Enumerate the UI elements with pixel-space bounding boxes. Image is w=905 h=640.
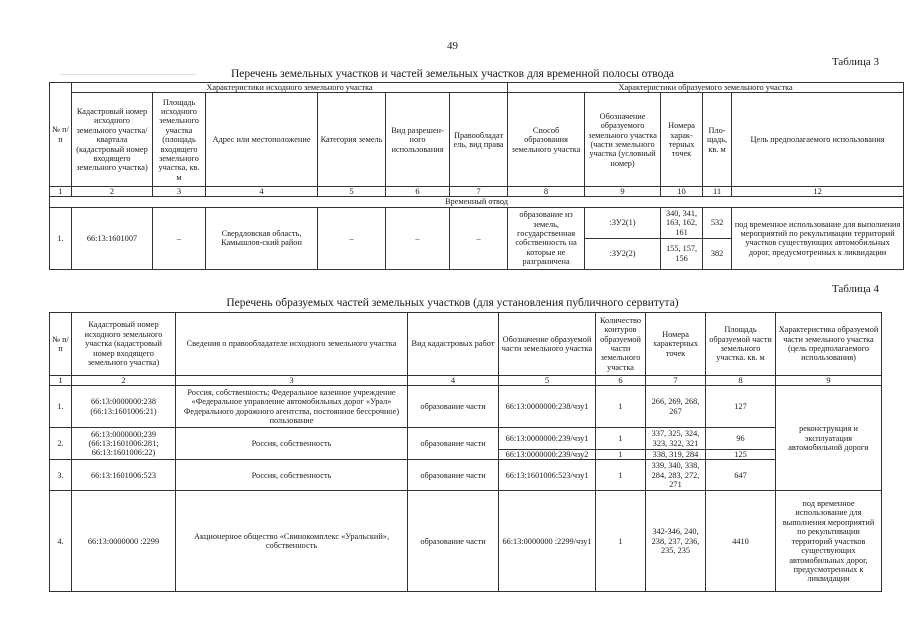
t4-row-area: 96 bbox=[706, 428, 776, 450]
t3-header-cadastral: Кадастровый номер исходного земельного участка/квартала (кадастровый номер входящего земельного участка) bbox=[72, 93, 153, 187]
t3-header-area-src: Площадь исходного земельного участка (площадь входящего земельного участка, кв. м bbox=[153, 93, 206, 187]
t4-colnum: 9 bbox=[776, 376, 882, 386]
t4-header-purpose: Характеристика образуемой части земельного участка (цель предполагаемого использования) bbox=[776, 313, 882, 376]
t3-row-address: Свердловская область, Камышлов-ский район bbox=[206, 207, 318, 269]
t4-header-area: Площадь образуемой части земельного участка. кв. м bbox=[706, 313, 776, 376]
t3-colnum: 6 bbox=[386, 187, 450, 197]
t4-row-owner: Акционерное общество «Свинокомплекс «Уральский», собственность bbox=[176, 491, 408, 592]
t4-row-num: 2. bbox=[50, 428, 72, 460]
t3-colnum: 10 bbox=[661, 187, 703, 197]
t3-colnum: 3 bbox=[153, 187, 206, 197]
t3-header-owner: Правообладат ель, вид права bbox=[450, 93, 508, 187]
t4-colnum: 6 bbox=[596, 376, 646, 386]
t3-header-num: № п/п bbox=[50, 83, 72, 187]
t4-row-area: 127 bbox=[706, 386, 776, 428]
t3-header-method: Способ образования земельного участка bbox=[508, 93, 585, 187]
t4-row-owner: Россия, собственность bbox=[176, 428, 408, 460]
t3-header-designation: Обозначение образуемого земельного участка (части земельного участка (условный номер) bbox=[585, 93, 661, 187]
t4-colnum: 2 bbox=[72, 376, 176, 386]
t4-row-num: 1. bbox=[50, 386, 72, 428]
t3-colnum: 4 bbox=[206, 187, 318, 197]
t4-purpose-shared: реконструкция и эксплуатация автомобильной дороги bbox=[776, 386, 882, 491]
t3-row-use: – bbox=[386, 207, 450, 269]
t3-row-area-src: – bbox=[153, 207, 206, 269]
t3-group-source: Характеристики исходного земельного участка bbox=[72, 83, 508, 93]
t4-row-points: 342-346, 240, 238, 237, 236, 235, 235 bbox=[646, 491, 706, 592]
t4-colnum: 5 bbox=[499, 376, 596, 386]
t3-sub-area: 382 bbox=[703, 238, 732, 269]
t3-header-address: Адрес или местоположение bbox=[206, 93, 318, 187]
t4-header-work: Вид кадастровых работ bbox=[408, 313, 499, 376]
t4-row-contours: 1 bbox=[596, 491, 646, 592]
t4-row-designation: 66:13:0000000:239/чзу1 bbox=[499, 428, 596, 450]
t4-row-points: 338, 319, 284 bbox=[646, 450, 706, 460]
t4-row-contours: 1 bbox=[596, 386, 646, 428]
t3-section-title: Временный отвод bbox=[50, 197, 904, 207]
t4-header-num: № п/п bbox=[50, 313, 72, 376]
t3-sub-area: 532 bbox=[703, 207, 732, 238]
t3-colnum: 5 bbox=[318, 187, 386, 197]
t3-row-purpose: под временное использование для выполнения мероприятий по рекультивации территорий участков существующих автомобильных дорог, предусмотренных к ликвидации bbox=[732, 207, 904, 269]
t3-colnum: 1 bbox=[50, 187, 72, 197]
t4-colnum: 7 bbox=[646, 376, 706, 386]
t4-row-cadastral: 66:13:0000000:239 (66:13:1601006:281; 66:13:1601006:22) bbox=[72, 428, 176, 460]
table4-title: Перечень образуемых частей земельных участков (для установления публичного сервитута) bbox=[226, 297, 679, 309]
table3-label: Таблица 3 bbox=[831, 56, 879, 68]
t4-colnum: 4 bbox=[408, 376, 499, 386]
t4-header-points: Номера характерных точек bbox=[646, 313, 706, 376]
t4-row-work: образование части bbox=[408, 428, 499, 460]
t4-row-area: 647 bbox=[706, 460, 776, 491]
t4-row-designation: 66:13:0000000:239/чзу2 bbox=[499, 450, 596, 460]
t3-header-use: Вид разрешен-ного использования bbox=[386, 93, 450, 187]
t3-colnum: 12 bbox=[732, 187, 904, 197]
page-number: 49 bbox=[447, 40, 458, 52]
t3-sub-designation: :ЗУ2(2) bbox=[585, 238, 661, 269]
t3-row-cadastral: 66:13:1601007 bbox=[72, 207, 153, 269]
t3-header-category: Категория земель bbox=[318, 93, 386, 187]
bleed-through-text: ──────────────────────── bbox=[60, 70, 197, 79]
table3 bbox=[49, 82, 904, 270]
t4-header-contours: Количество контуров образуемой части земельного участка bbox=[596, 313, 646, 376]
t3-header-area: Пло-щадь, кв. м bbox=[703, 93, 732, 187]
t3-colnum: 11 bbox=[703, 187, 732, 197]
t4-row-contours: 1 bbox=[596, 460, 646, 491]
t3-row-method: образование из земель, государственная собственность на которые не разграничена bbox=[508, 207, 585, 269]
t3-row-category: – bbox=[318, 207, 386, 269]
t4-row-designation: 66:13:0000000:238/чзу1 bbox=[499, 386, 596, 428]
t3-colnum: 9 bbox=[585, 187, 661, 197]
t4-row-area: 125 bbox=[706, 450, 776, 460]
t3-sub-points: 155, 157, 156 bbox=[661, 238, 703, 269]
t4-row-cadastral: 66:13:0000000 :2299 bbox=[72, 491, 176, 592]
t4-row-num: 3. bbox=[50, 460, 72, 491]
t4-row-work: образование части bbox=[408, 460, 499, 491]
table4 bbox=[49, 312, 882, 592]
t4-row-contours: 1 bbox=[596, 450, 646, 460]
table4-label: Таблица 4 bbox=[831, 283, 879, 295]
t4-colnum: 8 bbox=[706, 376, 776, 386]
t3-sub-designation: :ЗУ2(1) bbox=[585, 207, 661, 238]
table3-title: Перечень земельных участков и частей земельных участков для временной полосы отвода bbox=[230, 68, 675, 80]
t4-row-points: 339, 340, 338, 284, 283, 272, 271 bbox=[646, 460, 706, 491]
t3-group-formed: Характеристики образуемого земельного участка bbox=[508, 83, 904, 93]
t3-header-points: Номера харак-терных точек bbox=[661, 93, 703, 187]
t4-row-owner: Россия, собственность; Федеральное казенное учреждение «Федеральное управление автомобильных дорог «Урал» Федерального дорожного агентства, постоянное бессрочное) пользование bbox=[176, 386, 408, 428]
t3-row-owner: – bbox=[450, 207, 508, 269]
t4-colnum: 3 bbox=[176, 376, 408, 386]
t4-colnum: 1 bbox=[50, 376, 72, 386]
t4-row-contours: 1 bbox=[596, 428, 646, 450]
t4-row-area: 4410 bbox=[706, 491, 776, 592]
t4-row-cadastral: 66:13:0000000:238 (66:13:1601006:21) bbox=[72, 386, 176, 428]
t4-row-cadastral: 66:13:1601006:523 bbox=[72, 460, 176, 491]
t4-row-owner: Россия, собственность bbox=[176, 460, 408, 491]
t3-header-purpose: Цель предполагаемого использования bbox=[732, 93, 904, 187]
t3-colnum: 2 bbox=[72, 187, 153, 197]
t4-header-designation: Обозначение образуемой части земельного участка bbox=[499, 313, 596, 376]
t3-row-num: 1. bbox=[50, 207, 72, 269]
t4-row-purpose: под временное использование для выполнения мероприятий по рекультивации территорий участков существующих автомобильных дорог, предусмотренных к ликвидации bbox=[776, 491, 882, 592]
t3-colnum: 8 bbox=[508, 187, 585, 197]
t3-sub-points: 340, 341, 163, 162, 161 bbox=[661, 207, 703, 238]
t4-row-num: 4. bbox=[50, 491, 72, 592]
t4-row-work: образование части bbox=[408, 386, 499, 428]
t4-header-cadastral: Кадастровый номер исходного земельного участка (кадастровый номер входящего земельного участка) bbox=[72, 313, 176, 376]
t4-row-points: 337, 325, 324, 323, 322, 321 bbox=[646, 428, 706, 450]
t4-row-designation: 66:13:1601006:523/чзу1 bbox=[499, 460, 596, 491]
t4-row-work: образование части bbox=[408, 491, 499, 592]
t4-row-designation: 66:13:0000000 :2299/чзу1 bbox=[499, 491, 596, 592]
t3-colnum: 7 bbox=[450, 187, 508, 197]
t4-row-points: 266, 269, 268, 267 bbox=[646, 386, 706, 428]
t4-header-owner: Сведения о правообладателе исходного земельного участка bbox=[176, 313, 408, 376]
